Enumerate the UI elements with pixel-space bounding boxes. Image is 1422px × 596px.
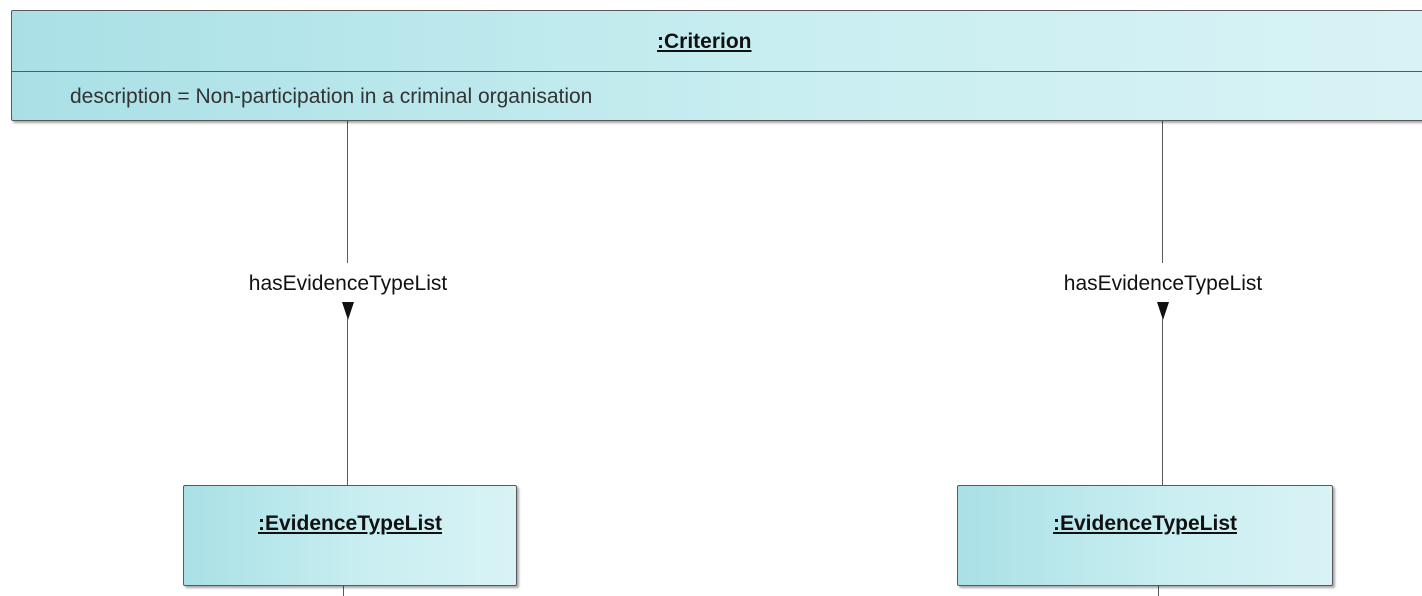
criterion-object[interactable] <box>11 10 1422 121</box>
criterion-object-title: :Criterion <box>12 11 1422 72</box>
association-line-right-continuation <box>1158 586 1159 596</box>
association-line-left-upper <box>347 121 348 263</box>
association-label-right: hasEvidenceTypeList <box>1063 272 1263 295</box>
association-line-left-continuation <box>343 586 344 596</box>
association-line-left-lower <box>347 318 348 485</box>
criterion-description-attribute: description = Non-participation in a criminal organisation <box>70 85 593 108</box>
evidence-type-list-object-right[interactable] <box>957 485 1333 586</box>
evidence-type-list-title-left: :EvidenceTypeList <box>258 512 442 535</box>
association-line-right-upper <box>1162 121 1163 263</box>
evidence-type-list-title-right: :EvidenceTypeList <box>1053 512 1237 535</box>
evidence-type-list-object-left[interactable] <box>183 485 517 586</box>
association-label-left: hasEvidenceTypeList <box>248 272 448 295</box>
navigation-arrowhead-left <box>342 302 354 320</box>
navigation-arrowhead-right <box>1157 302 1169 320</box>
association-line-right-lower <box>1162 318 1163 485</box>
